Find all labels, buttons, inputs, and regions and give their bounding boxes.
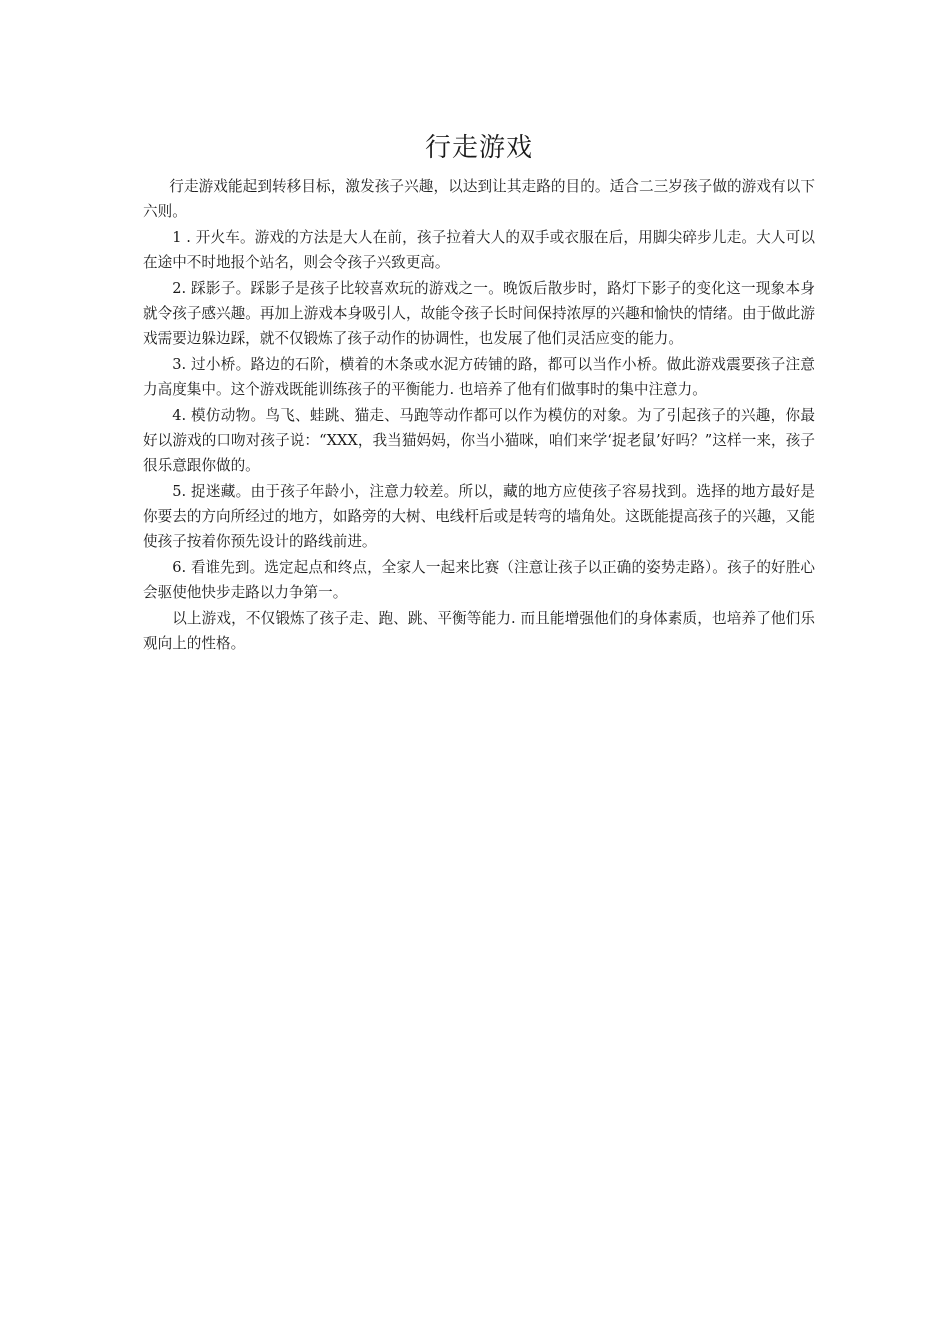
paragraph-game-6: 6. 看谁先到。选定起点和终点，全家人一起来比赛（注意让孩子以正确的姿势走路）。孩子的好胜心会驱使他快步走路以力争第一。	[143, 559, 815, 601]
paragraph-game-2: 2. 踩影子。踩影子是孩子比较喜欢玩的游戏之一。晚饭后散步时，路灯下影子的变化这一现象本身就令孩子感兴趣。再加上游戏本身吸引人，故能令孩子长时间保持浓厚的兴趣和愉快的情绪。由于做此游戏需要边躲边踩，就不仅锻炼了孩子动作的协调性，也发展了他们灵活应变的能力。	[143, 280, 815, 347]
paragraph-game-3: 3. 过小桥。路边的石阶，横着的木条或水泥方砖铺的路，都可以当作小桥。做此游戏震要孩子注意力高度集中。这个游戏既能训练孩子的平衡能力. 也培养了他有们做事时的集中注意力。	[143, 356, 815, 398]
intro-paragraph: 行走游戏能起到转移目标，激发孩子兴趣，以达到让其走路的目的。适合二三岁孩子做的游戏有以下六则。	[143, 178, 815, 220]
conclusion-paragraph: 以上游戏，不仅锻炼了孩子走、跑、跳、平衡等能力. 而且能增强他们的身体素质，也培养了他们乐观向上的性格。	[143, 610, 815, 652]
document-title: 行走游戏	[424, 133, 533, 163]
paragraph-game-5: 5. 捉迷藏。由于孩子年龄小，注意力较差。所以，藏的地方应使孩子容易找到。选择的地方最好是你要去的方向所经过的地方，如路旁的大树、电线杆后或是转弯的墙角处。这既能提高孩子的兴趣，又能使孩子按着你预先设计的路线前进。	[143, 483, 815, 550]
paragraph-game-4: 4. 模仿动物。鸟飞、蛙跳、猫走、马跑等动作都可以作为模仿的对象。为了引起孩子的兴趣，你最好以游戏的口吻对孩子说：“XXX，我当猫妈妈，你当小猫咪，咱们来学‘捉老鼠’好吗？”这样一来，孩子很乐意跟你做的。	[143, 407, 815, 474]
document-body	[143, 128, 815, 657]
paragraph-game-1: 1 . 开火车。游戏的方法是大人在前，孩子拉着大人的双手或衣服在后，用脚尖碎步儿走。大人可以在途中不时地报个站名，则会令孩子兴致更高。	[143, 229, 815, 271]
